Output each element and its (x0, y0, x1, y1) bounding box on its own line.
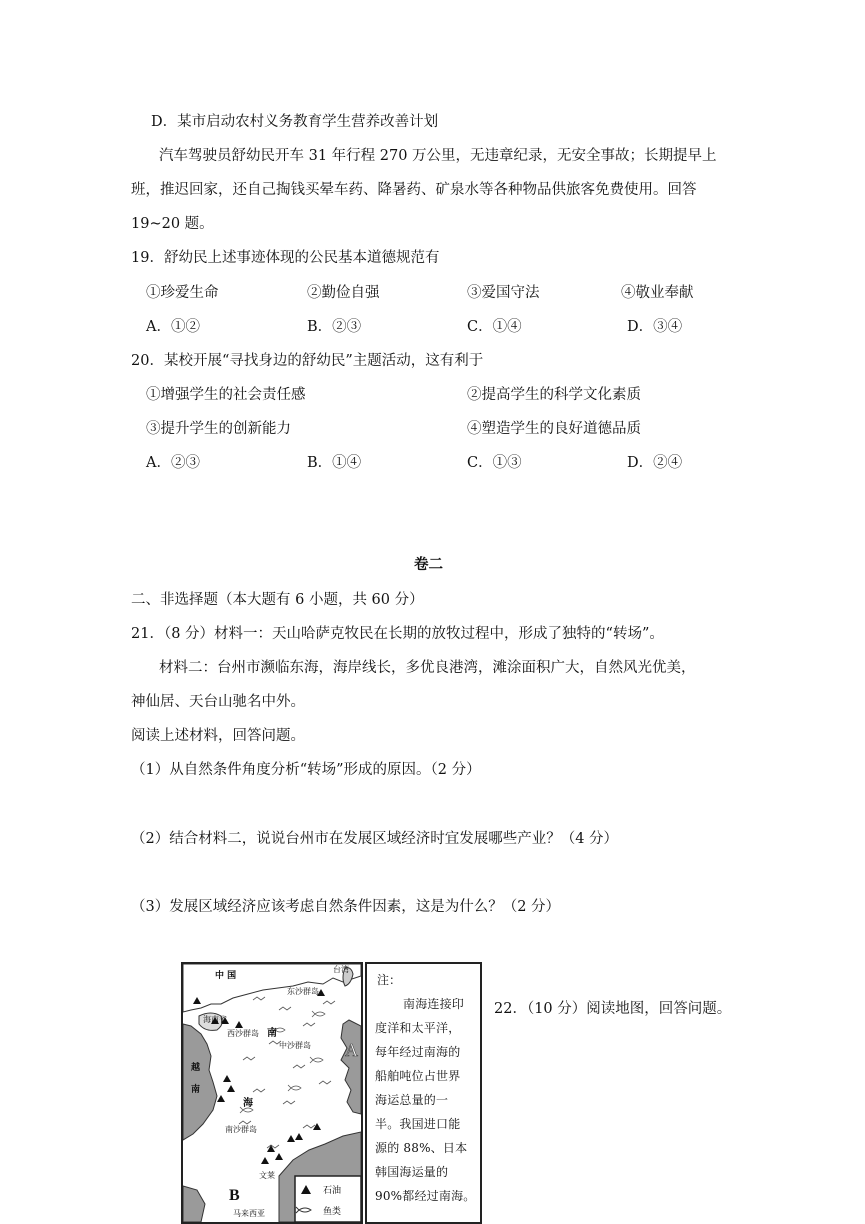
question-20-stem: 20．某校开展“寻找身边的舒幼民”主题活动，这有利于 (131, 353, 484, 369)
q20-option: D．②④ (627, 455, 683, 471)
option-d-text: D．某市启动农村义务教育学生营养改善计划 (151, 114, 439, 130)
q19-option: D．③④ (627, 319, 683, 335)
q19-item: ①珍爱生命 (146, 285, 219, 301)
map-label-wenlai: 文莱 (259, 1171, 275, 1180)
question-21-line: 21．（8 分）材料一：天山哈萨克牧民在长期的放牧过程中，形成了独特的“转场”。 (131, 626, 664, 642)
note-line: 海运总量的一 (375, 1093, 449, 1107)
passage-line: 19~20 题。 (131, 216, 214, 232)
question-21-line: 材料二：台州市濒临东海，海岸线长，多优良港湾，滩涂面积广大，自然风光优美， (159, 660, 696, 676)
map-drawing (183, 964, 361, 1222)
philippines-land (341, 1020, 361, 1114)
note-line: 船舶吨位占世界 (375, 1069, 461, 1083)
note-line: 每年经过南海的 (375, 1045, 461, 1059)
map-point-b: B (229, 1187, 240, 1204)
map-label-taiwan: 台湾 (333, 965, 349, 974)
q19-item: ④敬业奉献 (621, 285, 694, 301)
note-line: 度洋和太平洋， (375, 1021, 461, 1035)
q20-item: ④塑造学生的良好道德品质 (467, 421, 641, 437)
map-label-hainan: 海南省 (203, 1015, 227, 1024)
map-label-malaysia: 马来西亚 (233, 1209, 265, 1218)
question-21-line: 神仙居、天台山驰名中外。 (131, 694, 305, 710)
vietnam-land (183, 1024, 217, 1140)
section-header: 二、非选择题（本大题有 6 小题，共 60 分） (131, 592, 424, 608)
map-label-nan: 南 (267, 1028, 277, 1039)
q20-item: ③提升学生的创新能力 (146, 421, 291, 437)
q19-item: ③爱国守法 (467, 285, 540, 301)
note-line: 源的 88%、日本 (375, 1141, 468, 1155)
q20-item: ①增强学生的社会责任感 (146, 387, 306, 403)
map-label-china: 中 国 (215, 971, 237, 981)
question-21-line: 阅读上述材料，回答问题。 (131, 728, 305, 744)
question-21-sub: （2）结合材料二，说说台州市在发展区域经济时宜发展哪些产业？（4 分） (131, 831, 619, 847)
map-note-box (365, 962, 482, 1224)
note-line: 半。我国进口能 (375, 1117, 461, 1131)
map-label-zhongsha: 中沙群岛 (279, 1041, 311, 1050)
q19-option: B．②③ (307, 319, 362, 335)
section-title: 卷二 (414, 556, 443, 573)
malay-land (183, 1186, 205, 1222)
south-china-sea-map (181, 962, 363, 1224)
map-label-nan2: 南 (191, 1085, 201, 1095)
note-title: 注： (377, 973, 402, 987)
note-line: 韩国海运量的 (375, 1165, 449, 1179)
question-19-stem: 19．舒幼民上述事迹体现的公民基本道德规范有 (131, 250, 440, 266)
q20-item: ②提高学生的科学文化素质 (467, 387, 641, 403)
map-label-hai: 海 (243, 1098, 253, 1109)
question-22-stem: 22．（10 分）阅读地图，回答问题。 (494, 1001, 732, 1017)
legend-fish-label: 鱼类 (323, 1207, 342, 1217)
q19-option: C．①④ (467, 319, 522, 335)
q19-option: A．①② (146, 319, 200, 335)
map-legend (295, 1176, 361, 1222)
map-label-xisha: 西沙群岛 (227, 1029, 259, 1038)
q20-option: B．①④ (307, 455, 362, 471)
map-label-nansha: 南沙群岛 (225, 1125, 257, 1134)
q20-option: A．②③ (146, 455, 200, 471)
q19-item: ②勤俭自强 (307, 285, 380, 301)
q20-option: C．①③ (467, 455, 522, 471)
question-21-sub: （1）从自然条件角度分析“转场”形成的原因。（2 分） (131, 762, 481, 778)
note-line: 南海连接印 (403, 997, 465, 1011)
map-label-dongsha: 东沙群岛 (287, 987, 319, 996)
question-21-sub: （3）发展区域经济应该考虑自然条件因素，这是为什么？（2 分） (131, 899, 561, 915)
passage-line: 班，推迟回家，还自己掏钱买晕车药、降暑药、矿泉水等各种物品供旅客免费使用。回答 (131, 182, 697, 198)
map-point-a: A (345, 1040, 358, 1060)
passage-line: 汽车驾驶员舒幼民开车 31 年行程 270 万公里，无违章纪录，无安全事故；长期提早上 (159, 148, 717, 164)
note-line: 90%都经过南海。 (375, 1189, 476, 1203)
map-label-yue: 越 (191, 1063, 201, 1073)
legend-oil-label: 石油 (323, 1186, 342, 1196)
